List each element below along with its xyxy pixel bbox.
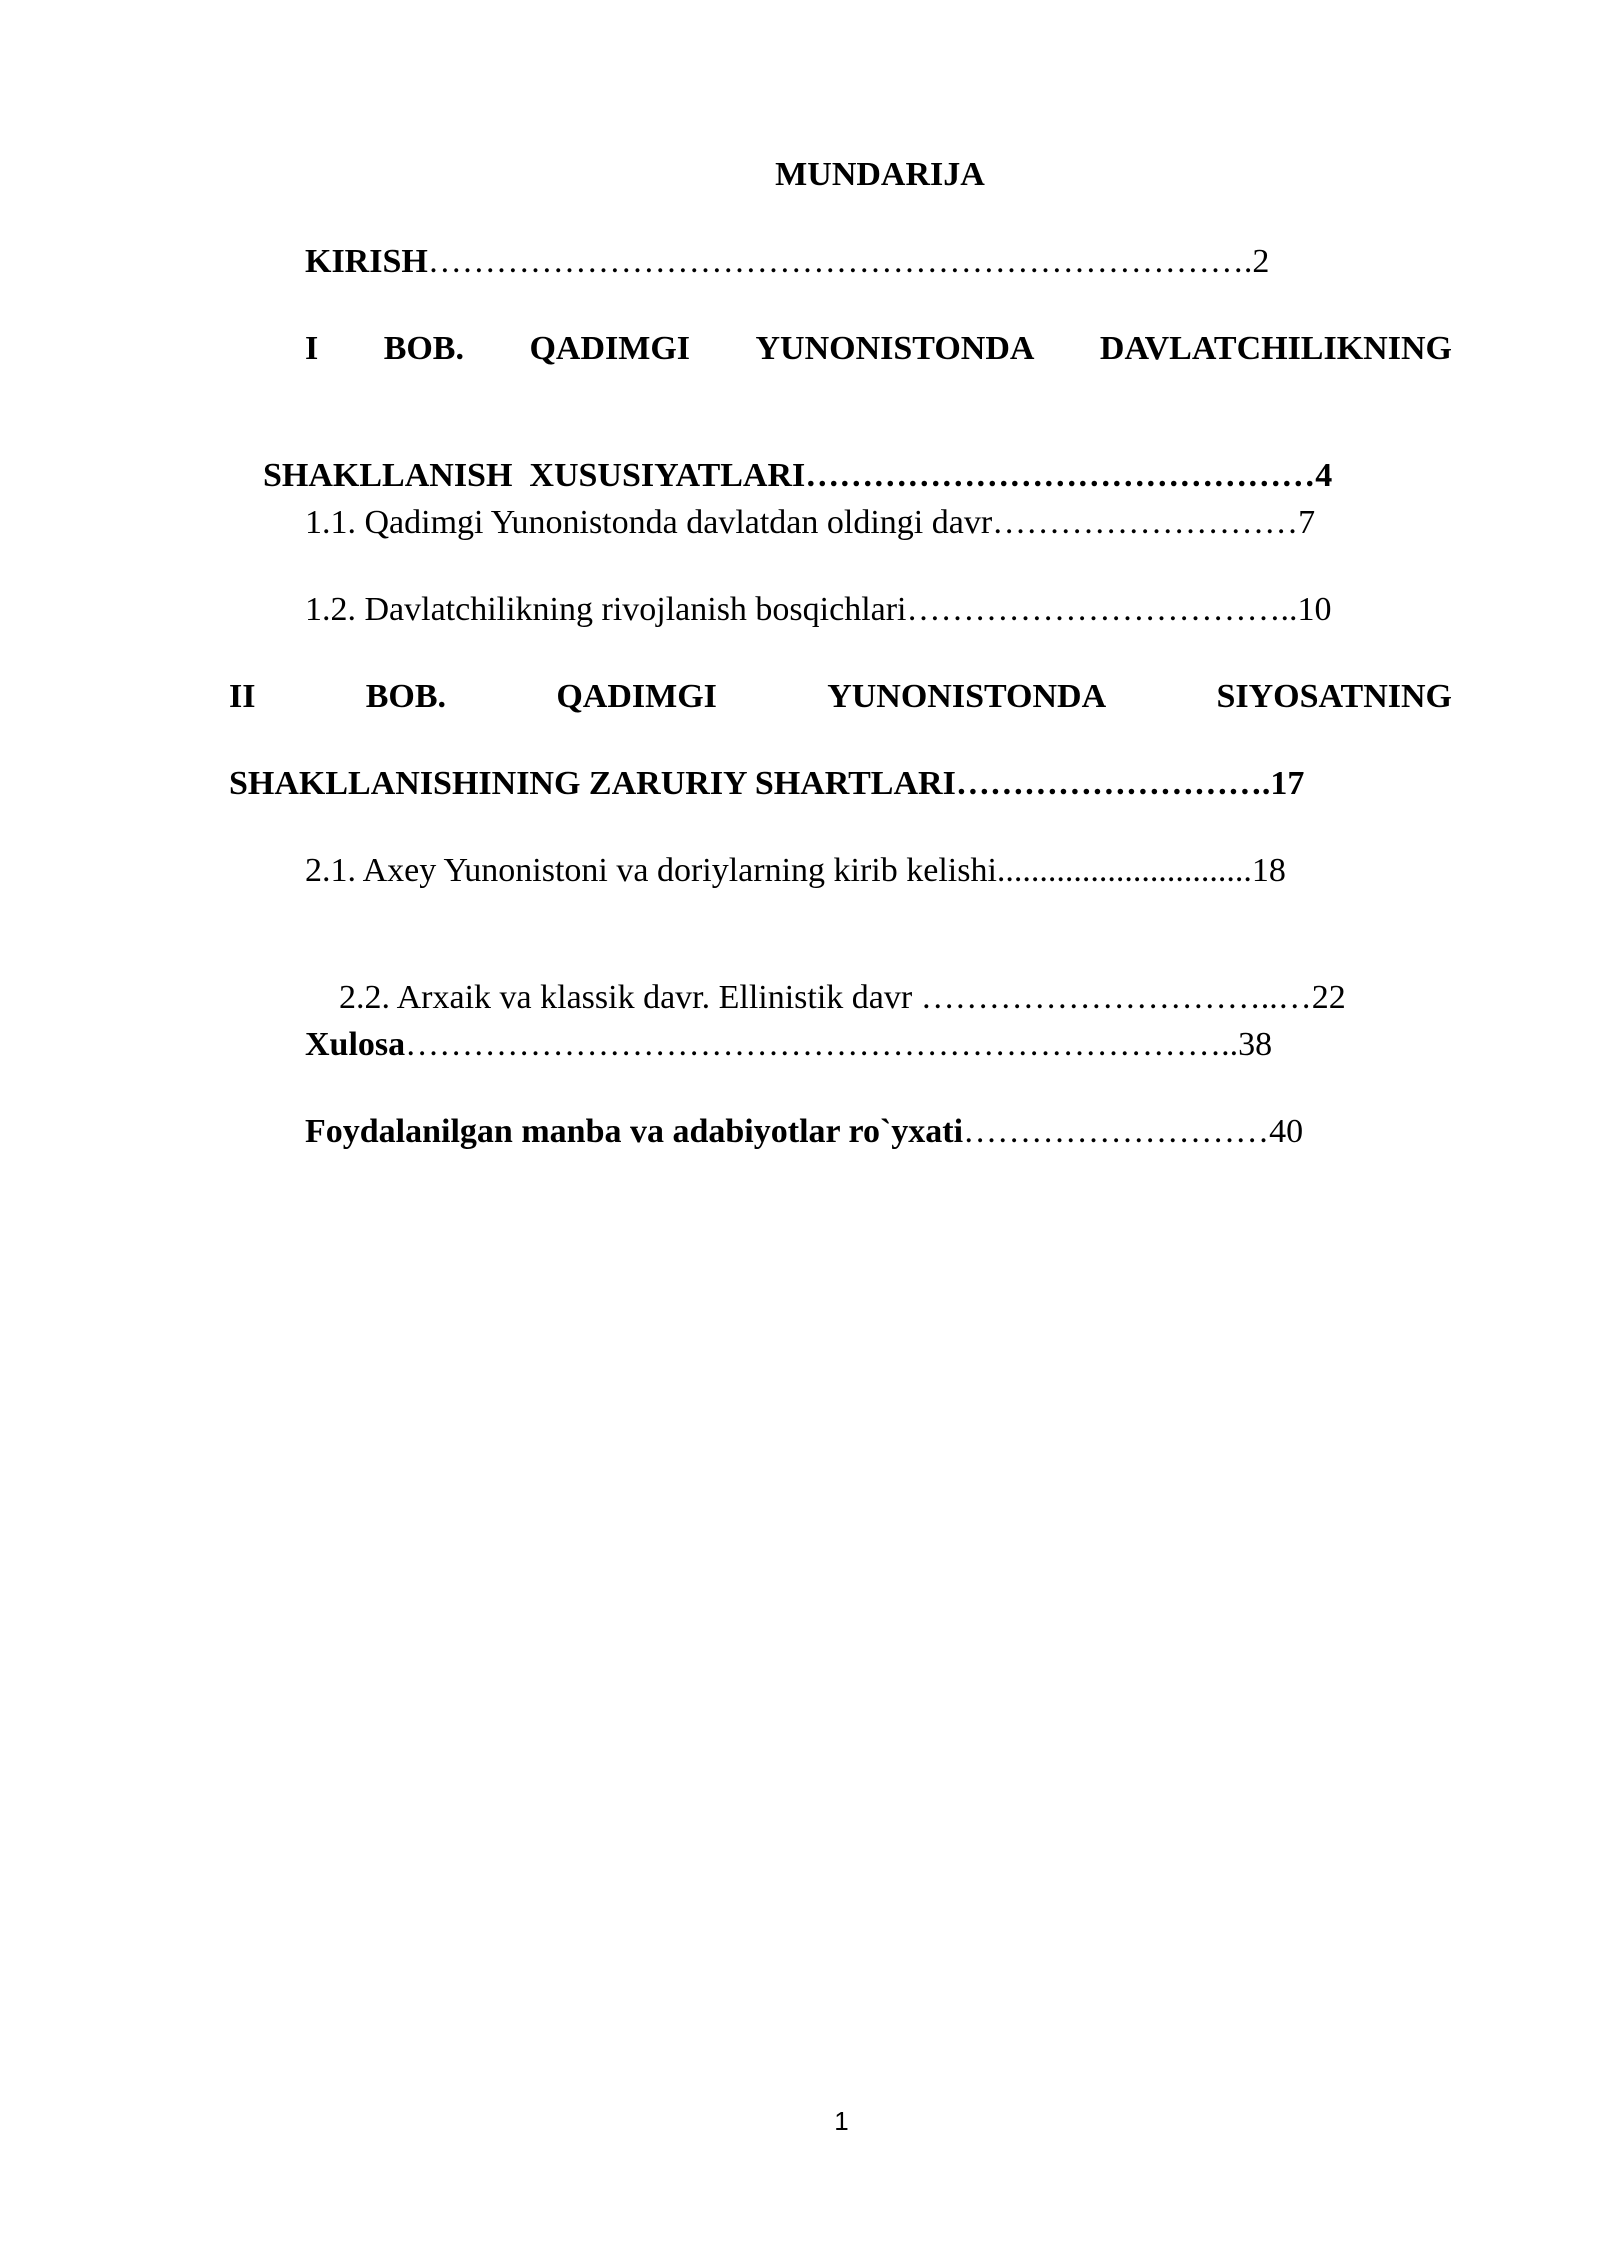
toc-entry-label: 2.2. Arxaik va klassik davr. Ellinistik davr [339, 979, 921, 1016]
toc-word: BOB. [383, 330, 464, 367]
toc-entry-page: 2 [1252, 243, 1270, 280]
toc-word: SIYOSATNING [1216, 678, 1452, 715]
toc-entry-leader: ……………………………………… [805, 457, 1316, 494]
toc-entry-leader: ………………………. [955, 765, 1271, 802]
toc-word: BOB. [365, 678, 447, 715]
toc-word: II [229, 678, 256, 715]
toc-entry-page: 40 [1269, 1113, 1304, 1150]
toc-entry-label: SHAKLLANISHINING ZARURIY SHARTLARI [229, 765, 956, 802]
toc-word: YUNONISTONDA [755, 330, 1035, 367]
toc-entry-label: 1.1. Qadimgi Yunonistonda davlatdan oldingi davr [305, 504, 993, 541]
toc-entry-label: SHAKLLANISH XUSUSIYATLARI [263, 457, 806, 494]
toc-entry-section-2-1 [305, 851, 1286, 891]
page-number: 1 [834, 2106, 849, 2136]
toc-entry-page: 38 [1238, 1026, 1273, 1063]
toc-entry-section-1-1 [305, 503, 1315, 543]
toc-word: QADIMGI [556, 678, 717, 715]
toc-entry-leader: …………………………….. [906, 591, 1298, 628]
toc-word: YUNONISTONDA [827, 678, 1107, 715]
toc-entry-label: 1.2. Davlatchilikning rivojlanish bosqichlari [305, 591, 907, 628]
toc-entry-label: Xulosa [305, 1026, 406, 1063]
toc-entry-page: 17 [1270, 765, 1305, 802]
toc-chapter2-title-line1 [229, 677, 1452, 717]
toc-word: QADIMGI [529, 330, 691, 367]
toc-word: DAVLATCHILIKNING [1099, 330, 1452, 367]
toc-chapter1-title-line1 [305, 329, 1452, 369]
toc-entry-references [305, 1112, 1303, 1152]
toc-entry-leader: ……………………… [963, 1113, 1270, 1150]
toc-entry-label: KIRISH [305, 243, 428, 280]
toc-entry-page: 7 [1298, 504, 1316, 541]
toc-chapter2-title-line2 [229, 764, 1304, 804]
toc-entry-section-1-2 [305, 590, 1332, 630]
toc-entry-label: 2.1. Axey Yunonistoni va doriylarning kirib kelishi [305, 852, 997, 889]
toc-entry-leader: ……………………………………………………………….. [405, 1026, 1239, 1063]
toc-entry-page: 22 [1311, 979, 1346, 1016]
toc-word: I [305, 330, 319, 367]
toc-entry-page: 10 [1297, 591, 1332, 628]
toc-entry-leader: .............................. [996, 852, 1252, 889]
toc-entry-kirish [305, 242, 1269, 282]
toc-entry-page: 18 [1251, 852, 1286, 889]
toc-heading: MUNDARIJA [775, 156, 985, 193]
toc-entry-leader: …………………………..… [920, 979, 1312, 1016]
toc-entry-leader: ………………………………………………………………. [427, 243, 1253, 280]
toc-entry-page: 4 [1315, 457, 1333, 494]
toc-entry-label: Foydalanilgan manba va adabiyotlar ro`yxati [305, 1113, 964, 1150]
toc-entry-xulosa [305, 1025, 1272, 1065]
toc-entry-leader: ……………………… [992, 504, 1299, 541]
